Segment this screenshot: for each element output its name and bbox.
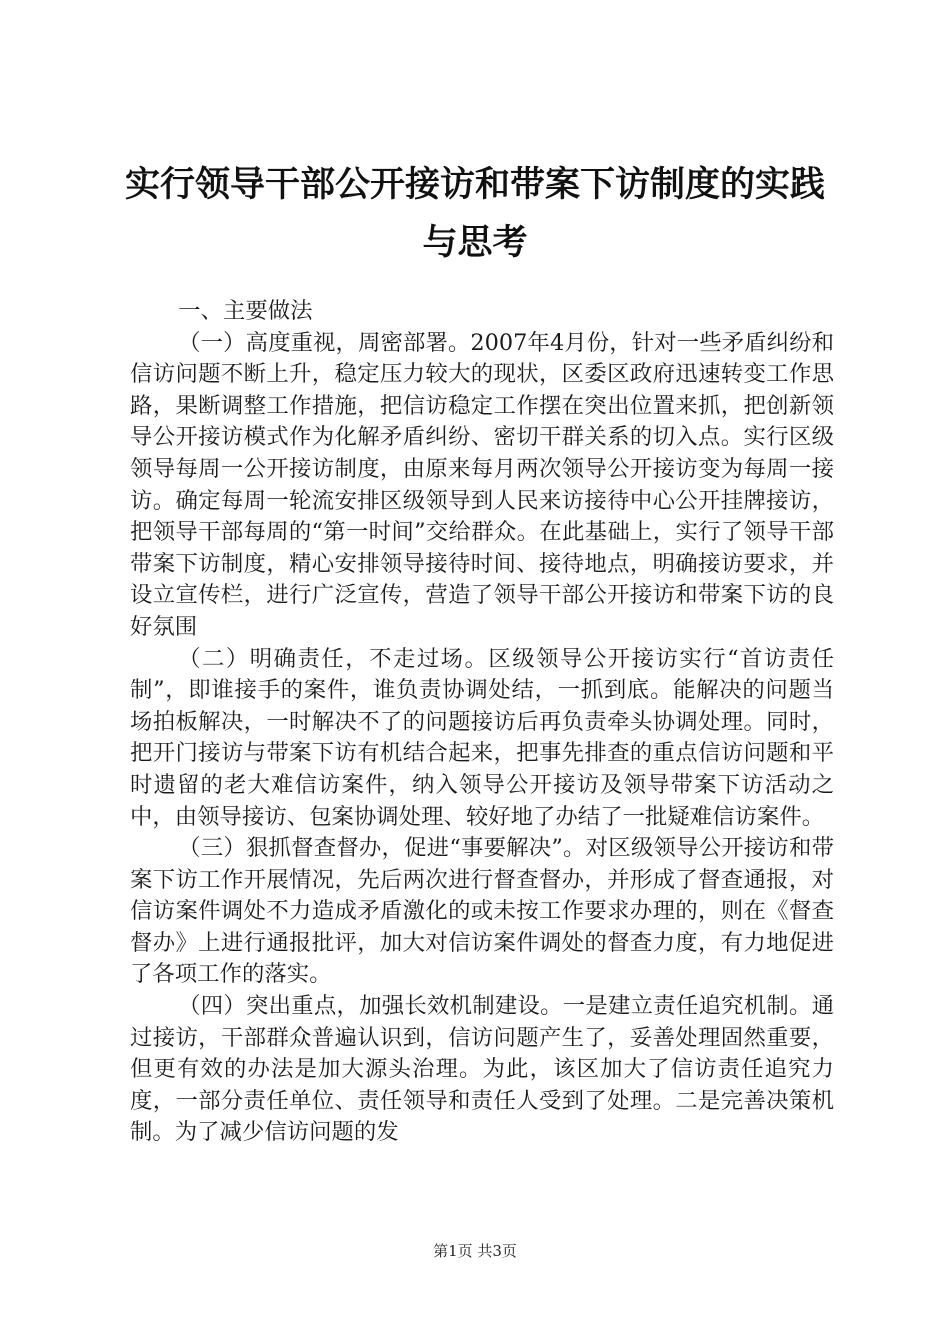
document-title-line-2: 与思考 xyxy=(422,223,528,263)
document-body xyxy=(130,296,834,1149)
paragraph-4: （四）突出重点，加强长效机制建设。一是建立责任追究机制。通过接访，干部群众普遍认识到，信访问题产生了，妥善处理固然重要，但更有效的办法是加大源头治理。为此，该区加大了信访责任追究力度，一部分责任单位、责任领导和责任人受到了处理。二是完善决策机制。为了减少信访问题的发 xyxy=(130,993,834,1146)
page-footer: 第1页 共3页 xyxy=(433,1242,517,1260)
paragraph-1: （一）高度重视，周密部署。2007年4月份，针对一些矛盾纠纷和信访问题不断上升，稳定压力较大的现状，区委区政府迅速转变工作思路，果断调整工作措施，把信访稳定工作摆在突出位置来抓，把创新领导公开接访模式作为化解矛盾纠纷、密切干群关系的切入点。实行区级领导每周一公开接访制度，由原来每月两次领导公开接访变为每周一接访。确定每周一轮流安排区级领导到人民来访接待中心公开挂牌接访，把领导干部每周的“第一时间”交给群众。在此基础上，实行了领导干部带案下访制度，精心安排领导接待时间、接待地点，明确接访要求，并设立宣传栏，进行广泛宣传，营造了领导干部公开接访和带案下访的良好氛围 xyxy=(130,329,834,640)
section-heading: 一、主要做法 xyxy=(178,298,313,324)
paragraph-2: （二）明确责任，不走过场。区级领导公开接访实行“首访责任制”，即谁接手的案件，谁负责协调处结，一抓到底。能解决的问题当场拍板解决，一时解决不了的问题接访后再负责牵头协调处理。同时，把开门接访与带案下访有机结合起来，把事先排查的重点信访问题和平时遗留的老大难信访案件，纳入领导公开接访及领导带案下访活动之中，由领导接访、包案协调处理、较好地了办结了一批疑难信访案件。 xyxy=(130,645,834,830)
paragraph-3: （三）狠抓督查督办，促进“事要解决”。对区级领导公开接访和带案下访工作开展情况，先后两次进行督查督办，并形成了督查通报，对信访案件调处不力造成矛盾激化的或未按工作要求办理的，则在《督查督办》上进行通报批评，加大对信访案件调处的督查力度，有力地促进了各项工作的落实。 xyxy=(130,835,834,988)
document-title-line-1: 实行领导干部公开接访和带案下访制度的实践 xyxy=(124,165,825,205)
